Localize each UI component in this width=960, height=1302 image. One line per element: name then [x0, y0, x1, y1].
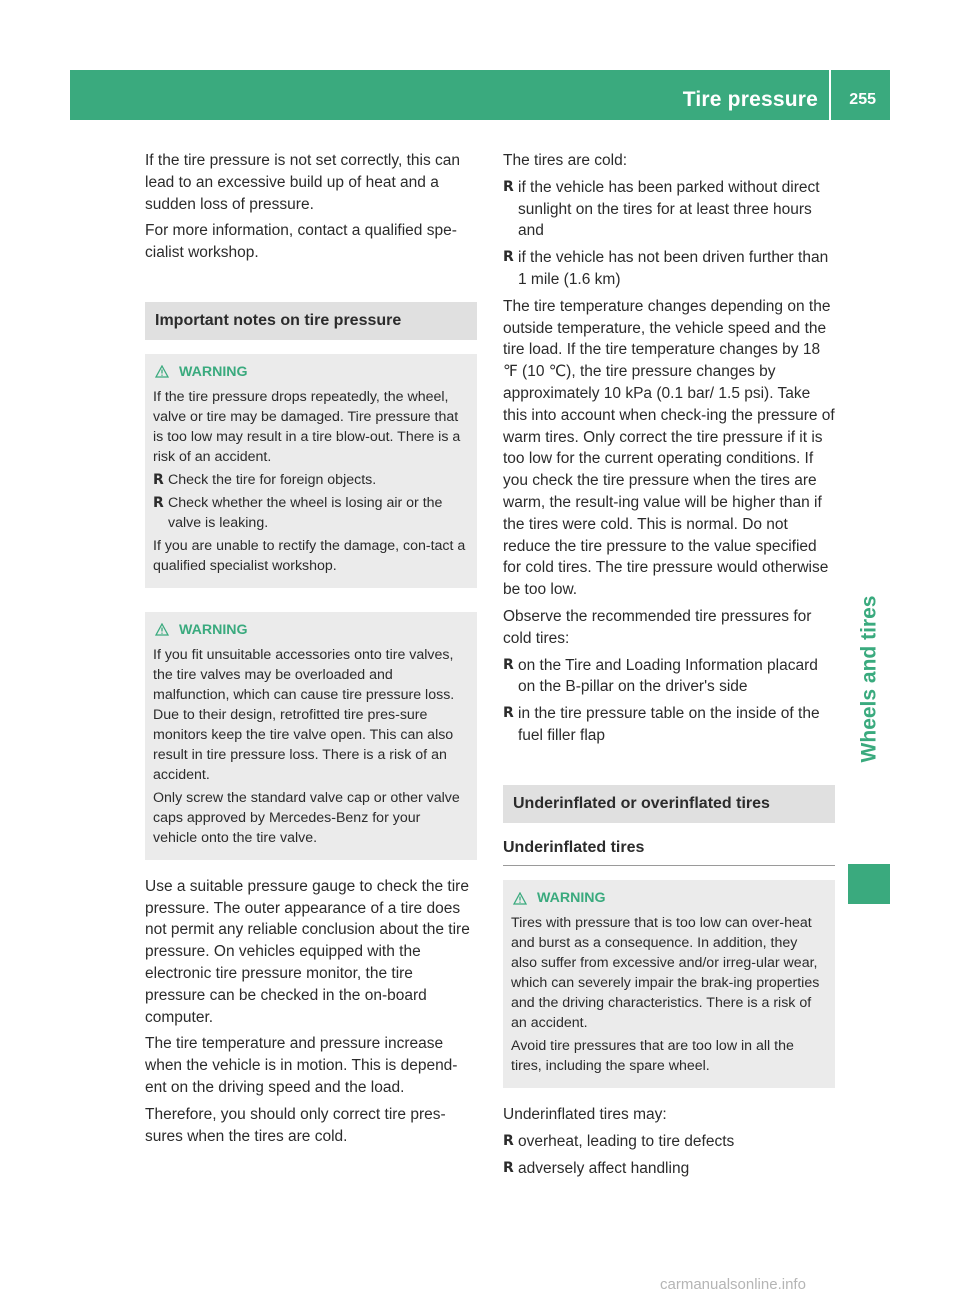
warning-text: If you fit unsuitable accessories onto tire valves, the tire valves may be overloaded and malfunction, which can cause tire pressure loss. Due to their design, retrofitted tire pres-sure monitors keep the tire valve open. This can also result in tire pressure loss. There is a risk of an accident.: [153, 646, 455, 783]
chapter-marker: [848, 864, 890, 904]
cold-intro: The tires are cold:: [503, 152, 628, 169]
warning-text: Avoid tire pressures that are too low in all the tires, including the spare wheel.: [511, 1038, 794, 1075]
warning-text: Only screw the standard valve cap or other valve caps approved by Mercedes-Benz for your vehicle onto the tire valve.: [153, 789, 460, 846]
warning-triangle-icon: [513, 892, 527, 905]
section-heading: Important notes on tire pressure: [145, 302, 477, 340]
list-item: R if the vehicle has not been driven further than 1 mile (1.6 km): [503, 247, 835, 291]
warning-title: WARNING: [153, 620, 467, 640]
warning-triangle-icon: [155, 623, 169, 636]
body-paragraph: The tire temperature and pressure increase when the vehicle is in motion. This is depend-ent on the driving speed and the load.: [145, 1035, 458, 1096]
page-title: Tire pressure: [682, 88, 818, 111]
body-paragraph: Underinflated tires may:: [503, 1106, 667, 1124]
warning-triangle-icon: [155, 365, 169, 378]
warning-box: [145, 612, 477, 860]
body-paragraph: Use a suitable pressure gauge to check the tire pressure. The outer appearance of a tire does not permit any reliable conclusion about the tire pressure. On vehicles equipped with the electronic tire pressure monitor, the tire pressure can be checked in the on-board computer.: [145, 877, 470, 1026]
warning-title: WARNING: [153, 362, 467, 382]
list-item: R if the vehicle has been parked without direct sunlight on the tires for at least three hours and: [503, 177, 835, 242]
body-paragraph: The tire temperature changes depending on the outside temperature, the vehicle speed and the tire load. If the tire temperature changes by 18 ℉ (10 ℃), the tire pressure changes by approximately 10 kPa (0.1 bar/ 1.5 psi). Take this into account when check-ing the pressure of warm tires. Only correct the tire pressure if it is too low for the current operating conditions. If you check the tire pressure when the tires are warm, the result-ing value will be higher than if the tires were cold. This is normal. Do not reduce the tire pressure to the value specified for cold tires. The tire pressure would otherwise be too low.: [503, 297, 835, 599]
page-header: [70, 70, 890, 120]
chapter-side-tab: [848, 548, 890, 810]
list-item: R overheat, leading to tire defects: [503, 1131, 835, 1153]
warning-text: Tires with pressure that is too low can over-heat and burst as a consequence. In addition, they also suffer from excessive and/or irreg-ular wear, which can severely impair the brak-ing properties and the driving characteristics. There is a risk of an accident.: [511, 915, 820, 1032]
right-column: [503, 150, 835, 1185]
header-separator: [829, 70, 831, 120]
watermark: carmanualsonline.info: [660, 1276, 806, 1293]
warning-footer: If you are unable to rectify the damage, con-tact a qualified specialist workshop.: [153, 537, 466, 574]
warning-box: [503, 880, 835, 1088]
section-heading: Underinflated or overinflated tires: [503, 785, 835, 823]
warning-text: If the tire pressure drops repeatedly, the wheel, valve or tire may be damaged. Tire pressure that is too low may result in a tire blow-out. There is a risk of an accident.: [153, 388, 461, 465]
warning-bullet: R Check the tire for foreign objects.: [153, 470, 467, 490]
intro-paragraph: If the tire pressure is not set correctly, this can lead to an excessive build up of heat and a sudden loss of pressure.: [145, 152, 461, 213]
body-paragraph: Observe the recommended tire pressures for cold tires:: [503, 607, 812, 647]
warning-box: [145, 354, 477, 588]
body-paragraph: Therefore, you should only correct tire pres-sures when the tires are cold.: [145, 1105, 446, 1145]
list-item: R adversely affect handling: [503, 1158, 835, 1180]
list-item: R on the Tire and Loading Information placard on the B-pillar on the driver's side: [503, 655, 835, 699]
warning-title: WARNING: [511, 888, 825, 908]
page-number: 255: [849, 91, 876, 108]
left-column: [145, 150, 477, 1152]
warning-bullet: R Check whether the wheel is losing air or the valve is leaking.: [153, 493, 467, 533]
list-item: R in the tire pressure table on the inside of the fuel filler flap: [503, 703, 835, 747]
subheading: Underinflated tires: [503, 837, 835, 867]
chapter-label: Wheels and tires: [857, 595, 881, 763]
intro-paragraph: For more information, contact a qualified spe-cialist workshop.: [145, 222, 457, 262]
